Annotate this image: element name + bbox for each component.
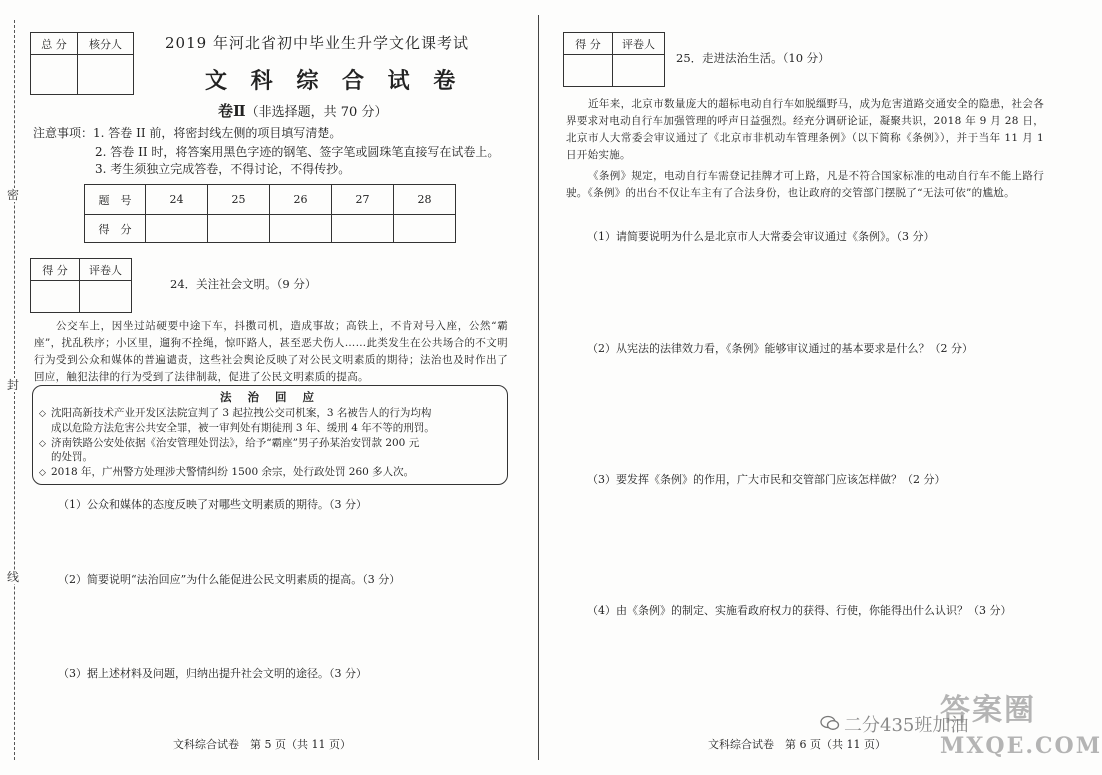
exam-title: 2019 年河北省初中毕业生升学文化课考试: [165, 34, 469, 52]
col-26: 26: [270, 185, 332, 215]
page-divider: [538, 15, 539, 760]
q25-sub-3: （3）要发挥《条例》的作用，广大市民和交管部门应该怎样做？（2 分）: [587, 473, 946, 486]
q25-grader-box: [563, 32, 665, 87]
col-25: 25: [208, 185, 270, 215]
col-27: 27: [332, 185, 394, 215]
total-score-label: 总 分: [31, 33, 78, 55]
col-28: 28: [394, 185, 456, 215]
col-24: 24: [146, 185, 208, 215]
note-2: 2. 答卷 II 时，将答案用黑色字迹的钢笔、签字笔或圆珠笔直接写在试卷上。: [95, 145, 500, 159]
q25-sub-4: （4）由《条例》的制定、实施看政府权力的获得、行使，你能得出什么认识？（3 分）: [587, 604, 1012, 617]
total-score-box: [30, 32, 134, 95]
q24-grader-cell[interactable]: [80, 281, 132, 313]
score-cell-25[interactable]: [208, 215, 270, 243]
watermark-logo: 答案圈: [940, 693, 1036, 728]
q25-sub-1: （1）请简要说明为什么是北京市人大常委会审议通过《条例》。（3 分）: [587, 230, 935, 243]
footer-page-5: 文科综合试卷 第 5 页（共 11 页）: [173, 738, 351, 751]
watermark: [820, 685, 1102, 770]
footer-page-6: 文科综合试卷 第 6 页（共 11 页）: [708, 738, 886, 751]
law-item-2-cont: 的处罚。: [51, 451, 93, 463]
q24-sub-3: （3）据上述材料及问题，归纳出提升社会文明的途径。（3 分）: [58, 667, 367, 680]
score-cell-26[interactable]: [270, 215, 332, 243]
q25-score-label: 得 分: [564, 33, 613, 55]
q24-grader-box: [30, 258, 132, 313]
checker-label: 核分人: [78, 33, 134, 55]
question-number-label: 题 号: [85, 185, 146, 215]
binding-char-mi: 密: [2, 188, 24, 202]
q24-sub-2: （2）简要说明“法治回应”为什么能促进公民文明素质的提高。（3 分）: [58, 573, 401, 586]
law-item-1: ◇ 沈阳高新技术产业开发区法院宣判了 3 起拉拽公交司机案，3 名被告人的行为均构: [39, 407, 432, 419]
diamond-bullet-icon: ◇: [39, 468, 46, 478]
score-cell-28[interactable]: [394, 215, 456, 243]
q24-score-label: 得 分: [31, 259, 80, 281]
q24-grader-label: 评卷人: [80, 259, 132, 281]
q25-sub-2: （2）从宪法的法律效力看，《条例》能够审议通过的基本要求是什么？（2 分）: [587, 342, 973, 355]
section-label: 卷Ⅱ: [218, 102, 246, 120]
q24-sub-1: （1）公众和媒体的态度反映了对哪些文明素质的期待。（3 分）: [58, 498, 367, 511]
q25-score-cell[interactable]: [564, 55, 613, 87]
q25-grader-label: 评卷人: [613, 33, 665, 55]
law-response-box: [32, 385, 508, 485]
q25-heading: 25．走进法治生活。（10 分）: [676, 51, 830, 65]
wechat-icon: [820, 715, 840, 731]
score-row-label: 得 分: [85, 215, 146, 243]
score-cell-27[interactable]: [332, 215, 394, 243]
diamond-bullet-icon: ◇: [39, 409, 46, 419]
note-3: 3. 考生须独立完成答卷，不得讨论，不得传抄。: [95, 162, 351, 176]
law-item-2: ◇ 济南铁路公安处依据《治安管理处罚法》，给予“霸座”男子孙某治安罚款 200 元: [39, 437, 420, 449]
total-score-cell[interactable]: [31, 55, 78, 95]
law-item-1-cont: 成以危险方法危害公共安全罪，被一审判处有期徒刑 3 年、缓刑 4 年不等的刑罚。: [51, 422, 435, 434]
section-desc: （非选择题，共 70 分）: [245, 105, 388, 120]
q25-material-2: 《条例》规定，电动自行车需登记挂牌才可上路，凡是不符合国家标准的电动自行车不能上路行驶。《条例》的出台不仅让车主有了合法身份，也让政府的交管部门摆脱了“无法可依”的尴尬。: [566, 170, 1044, 199]
watermark-url: MXQE.COM: [940, 733, 1102, 759]
law-response-title: 法 治 回 应: [219, 390, 320, 404]
q24-score-cell[interactable]: [31, 281, 80, 313]
q25-grader-cell[interactable]: [613, 55, 665, 87]
q24-material: 公交车上，因坐过站硬要中途下车，抖擞司机，造成事故；高铁上，不肯对号入座，公然“霸座”，扰乱秩序；小区里，遛狗不拴绳，惊吓路人，甚至恶犬伤人……此类发生在公共场合的不文明行为受到公众和媒体的普遍谴责，这些社会舆论反映了对公民文明素质的期待；法治也及时作出了回应，触犯法律的行为受到了法律制裁，促进了公民文明素质的提高。: [34, 320, 508, 383]
binding-char-xian: 线: [2, 570, 24, 584]
score-cell-24[interactable]: [146, 215, 208, 243]
q25-material-1: 近年来，北京市数量庞大的超标电动自行车如脱缰野马，成为危害道路交通安全的隐患，社会各界要求对电动自行车加强管理的呼声日益强烈。经充分调研论证，凝聚共识，2018 年 9 月 28 日，北京市人大常委会审议通过了《北京市非机动车管理条例》（以下简称《条例》），并于当年 11 月 1 日开始实施。: [566, 98, 1044, 161]
checker-cell[interactable]: [78, 55, 134, 95]
note-1: 注意事项：1. 答卷 II 前，将密封线左侧的项目填写清楚。: [33, 126, 342, 140]
q24-heading: 24．关注社会文明。（9 分）: [170, 277, 317, 291]
score-table: [84, 184, 456, 243]
law-item-3: ◇ 2018 年，广州警方处理涉犬警情纠纷 1500 余宗，处行政处罚 260 多人次。: [39, 466, 415, 478]
binding-char-feng: 封: [2, 378, 24, 392]
section-subtitle: [218, 100, 387, 121]
diamond-bullet-icon: ◇: [39, 439, 46, 449]
paper-title: 文 科 综 合 试 卷: [205, 68, 464, 94]
watermark-text: 二分435班加油: [844, 715, 969, 736]
